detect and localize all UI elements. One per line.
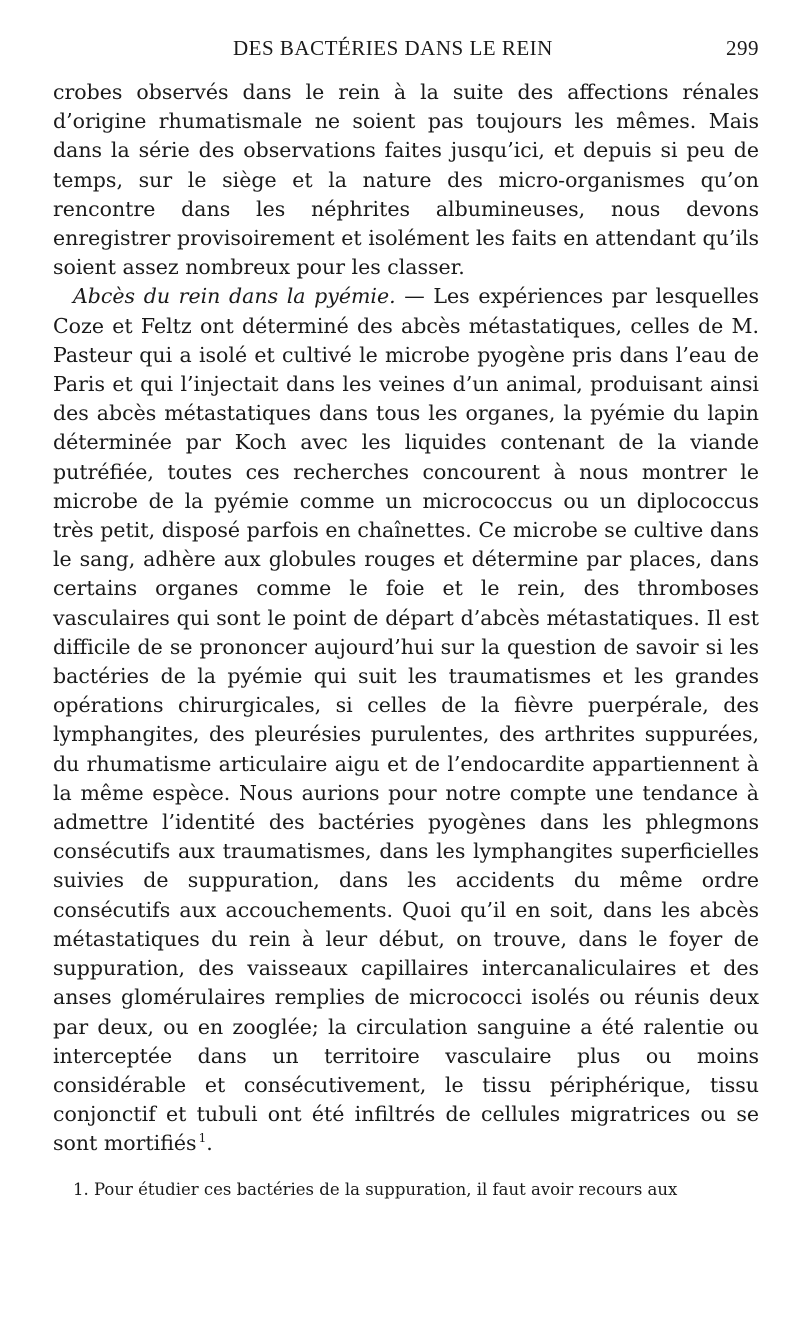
document-page	[53, 36, 759, 1201]
footnote-reference: 1	[198, 1131, 207, 1146]
footnote	[53, 1179, 759, 1201]
paragraph-2-end: .	[206, 1131, 213, 1156]
running-title: DES BACTÉRIES DANS LE REIN	[233, 36, 553, 60]
paragraph-1: crobes observés dans le rein à la suite des affections rénales d’origine rhumatismale ne soient pas toujours les mêmes. Mais dans la série des observations faites jusqu’ici, et depuis si peu de temps, sur le siège et la nature des micro-organismes qu’on rencontre dans les néphrites albumineuses, nous devons enregistrer provisoirement et isolément les faits en attendant qu’ils soient assez nombreux pour les classer.	[53, 80, 759, 280]
paragraph-2-text: — Les expériences par lesquelles Coze et Feltz ont déterminé des abcès métastatiques, celles de M. Pasteur qui a isolé et cultivé le microbe pyogène pris dans l’eau de Paris et qui l’injectait dans les veines d’un animal, produisant ainsi des abcès métastatiques dans tous les organes, la pyémie du lapin déterminée par Koch avec les liquides contenant de la viande putréfiée, toutes ces recherches concourent à nous montrer le microbe de la pyémie comme un micrococcus ou un diplococcus très petit, disposé parfois en chaînettes. Ce microbe se cultive dans le sang, adhère aux globules rouges et détermine par places, dans certains organes comme le foie et le rein, des thromboses vasculaires qui sont le point de départ d’abcès métastatiques. Il est difficile de se prononcer aujourd’hui sur la question de savoir si les bactéries de la pyémie qui suit les traumatismes et les grandes opérations chirurgicales, si celles de la fièvre puerpérale, des lymphangites, des pleurésies purulentes, des arthrites suppurées, du rhumatisme articulaire aigu et de l’endocardite appartiennent à la même espèce. Nous aurions pour notre compte une tendance à admettre l’identité des bactéries pyogènes dans les phlegmons consécutifs aux traumatismes, dans les lymphangites superficielles suivies de suppuration, dans les accidents du même ordre consécutifs aux accouchements. Quoi qu’il en soit, dans les abcès métastatiques du rein à leur début, on trouve, dans le foyer de suppuration, des vaisseaux capillaires intercanaliculaires et des anses glomérulaires remplies de micrococci isolés ou réunis deux par deux, ou en zooglée; la circulation sanguine a été ralentie ou interceptée dans un territoire vasculaire plus ou moins considérable et consécutivement, le tissu périphérique, tissu conjonctif et tubuli ont été infiltrés de cellules migratrices ou se sont mortifiés	[53, 284, 759, 1156]
paragraph-2	[53, 282, 759, 1158]
page-number: 299	[726, 36, 759, 60]
footnote-marker: 1.	[73, 1179, 89, 1199]
section-lead-title: Abcès du rein dans la pyémie.	[73, 284, 396, 309]
footnote-text: Pour étudier ces bactéries de la suppuration, il faut avoir recours aux	[88, 1179, 678, 1199]
page-header	[53, 36, 759, 70]
body-text	[53, 78, 759, 1159]
